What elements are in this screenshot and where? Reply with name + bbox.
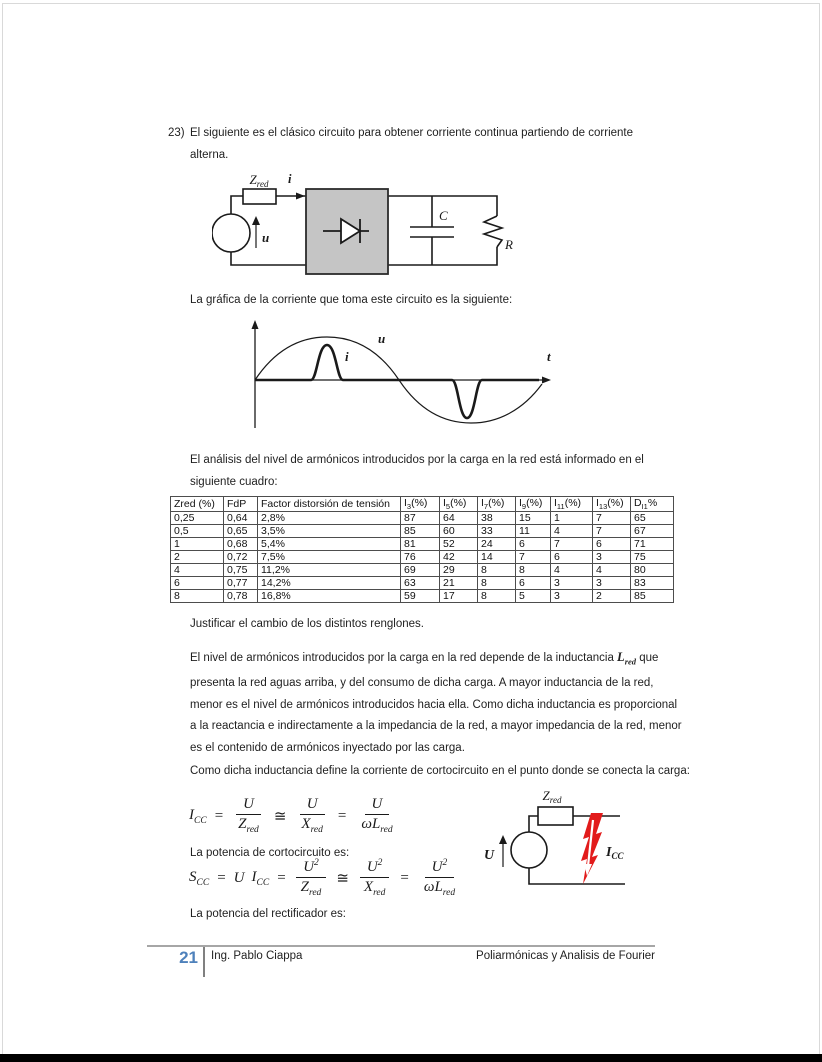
table-cell: 8 [478,564,516,577]
impedance-label: $Z_{red}$ [249,172,269,189]
column-header: $I_{11}(\%)$ [551,497,593,512]
table-cell: 7,5% [258,551,401,564]
table-cell: 0,78 [224,590,258,603]
time-axis-label: t [547,349,551,364]
table-cell: 3 [593,577,631,590]
scc-formula: $S_{CC}$ = U $I_{CC}$ = $\frac{U^2}{Z_{red}}$ ≅ $\frac{U^2}{X_{red}}$ = $\frac{U^2}{\omega L_{red}}$ [189,858,456,899]
inductance-text-after: que presenta la red aguas arriba, y del consumo de dicha carga. A mayor inductancia de la red, menor es el nivel de armónicos introducidos hacia ella. Como dicha inductancia es proporcional a la reactancia e indirectamente a la impedancia de la red, a mayor impedancia de la red, menor es el contenido de armónicos inyectado por las carga. [190,652,682,754]
harmonics-table [170,496,674,603]
table-cell: 71 [631,538,674,551]
table-row [171,564,674,577]
column-header: FdP [224,497,258,512]
table-cell: 8 [478,590,516,603]
table-cell: 6 [551,551,593,564]
table-cell: 0,5 [171,525,224,538]
bottom-black-bar [0,1054,822,1062]
lred-symbol: $L_{red}$ [617,650,637,667]
inductance-paragraph [190,647,684,759]
table-cell: 3 [551,577,593,590]
table-cell: 2 [171,551,224,564]
table-cell: 0,64 [224,512,258,525]
table-row [171,590,674,603]
table-cell: 76 [401,551,440,564]
table-cell: 69 [401,564,440,577]
footer-divider [147,945,655,947]
voltage-curve-label: u [378,331,386,346]
footer-author: Ing. Pablo Ciappa [211,950,303,962]
column-header: $I_{13}(\%)$ [593,497,631,512]
table-row [171,512,674,525]
shortcircuit-diagram [480,782,650,907]
table-cell: 3,5% [258,525,401,538]
impedance-box [243,189,276,204]
table-cell: 14,2% [258,577,401,590]
table-cell: 7 [593,525,631,538]
ac-source-icon [511,832,547,868]
table-cell: 24 [478,538,516,551]
harmonics-table-container [170,496,674,603]
problem-text: El siguiente es el clásico circuito para obtener corriente continua partiendo de corriente alterna. [190,127,634,161]
table-cell: 2,8% [258,512,401,525]
column-header: $D_{I1}\%$ [631,497,674,512]
table-cell: 5 [516,590,551,603]
table-row [171,551,674,564]
table-header-row [171,497,674,512]
table-body [171,512,674,603]
table-cell: 11,2% [258,564,401,577]
table-cell: 4 [551,564,593,577]
table-cell: 81 [401,538,440,551]
capacitor-icon [410,196,454,265]
table-cell: 11 [516,525,551,538]
table-cell: 15 [516,512,551,525]
inductance-text-before: El nivel de armónicos introducidos por la carga en la red depende de la inductancia [190,652,618,664]
table-cell: 7 [516,551,551,564]
table-cell: 6 [516,577,551,590]
column-header: $I_5(\%)$ [440,497,478,512]
table-cell: 4 [551,525,593,538]
table-row [171,525,674,538]
table-cell: 38 [478,512,516,525]
voltage-label: U [484,848,495,863]
table-cell: 83 [631,577,674,590]
table-cell: 0,68 [224,538,258,551]
table-cell: 21 [440,577,478,590]
footer-doc-title: Poliarmónicas y Analisis de Fourier [476,950,655,962]
table-cell: 3 [593,551,631,564]
table-cell: 6 [171,577,224,590]
table-cell: 64 [440,512,478,525]
table-intro-text: El análisis del nivel de armónicos introducidos por la carga en la red está informado en el siguiente cuadro: [190,454,644,488]
table-row [171,538,674,551]
resistor-label: R [505,237,513,252]
waveform-caption: La gráfica de la corriente que toma este circuito es la siguiente: [190,294,513,306]
column-header: Zred (%) [171,497,224,512]
table-cell: 33 [478,525,516,538]
table-cell: 1 [171,538,224,551]
table-cell: 85 [401,525,440,538]
rectifier-circuit-diagram [212,168,522,286]
table-cell: 42 [440,551,478,564]
table-cell: 8 [478,577,516,590]
column-header: $I_3(\%)$ [401,497,440,512]
current-label: i [288,172,292,186]
table-cell: 2 [593,590,631,603]
table-cell: 14 [478,551,516,564]
table-cell: 67 [631,525,674,538]
current-arrow-icon [296,193,305,200]
current-curve-label: i [345,349,349,364]
table-cell: 0,75 [224,564,258,577]
resistor-icon [484,216,502,247]
ac-source-icon [212,214,250,252]
current-curve [255,345,539,418]
table-cell: 8 [516,564,551,577]
table-cell: 7 [551,538,593,551]
column-header: Factor distorsión de tensión [258,497,401,512]
justify-instruction: Justificar el cambio de los distintos renglones. [190,618,424,630]
table-cell: 29 [440,564,478,577]
table-cell: 3 [551,590,593,603]
voltage-arrow-icon [252,216,260,225]
power-sc-caption: La potencia de cortocircuito es: [190,847,350,859]
table-cell: 6 [516,538,551,551]
table-cell: 1 [551,512,593,525]
x-axis-arrow-icon [542,377,551,384]
waveform-chart [245,316,565,438]
voltage-label: u [262,230,270,245]
table-cell: 0,77 [224,577,258,590]
problem-number: 23) [168,127,185,139]
page-number: 21 [179,948,198,967]
table-cell: 59 [401,590,440,603]
column-header: $I_7(\%)$ [478,497,516,512]
table-cell: 52 [440,538,478,551]
table-cell: 17 [440,590,478,603]
table-cell: 0,25 [171,512,224,525]
table-cell: 16,8% [258,590,401,603]
impedance-label: $Z_{red}$ [542,788,562,805]
table-cell: 87 [401,512,440,525]
capacitor-label: C [439,208,448,223]
axes [255,324,545,428]
table-cell: 7 [593,512,631,525]
impedance-box [538,807,573,825]
table-cell: 0,65 [224,525,258,538]
table-cell: 6 [593,538,631,551]
column-header: $I_9(\%)$ [516,497,551,512]
table-cell: 4 [171,564,224,577]
voltage-arrow-icon [499,835,507,844]
table-cell: 60 [440,525,478,538]
table-cell: 63 [401,577,440,590]
shortcircuit-paragraph: Como dicha inductancia define la corriente de cortocircuito en el punto donde se conecta la carga: [190,765,690,777]
power-rect-caption: La potencia del rectificador es: [190,908,346,920]
table-cell: 75 [631,551,674,564]
table-cell: 80 [631,564,674,577]
table-row [171,577,674,590]
table-cell: 4 [593,564,631,577]
y-axis-arrow-icon [252,320,259,329]
icc-formula: $I_{CC}$ = $\frac{U}{Z_{red}}$ ≅ $\frac{U}{X_{red}}$ = $\frac{U}{\omega L_{red}}$ [189,796,393,836]
table-cell: 0,72 [224,551,258,564]
problem-item [168,123,680,166]
table-cell: 85 [631,590,674,603]
table-cell: 5,4% [258,538,401,551]
icc-label: $I_{CC}$ [606,845,624,861]
table-cell: 8 [171,590,224,603]
table-cell: 65 [631,512,674,525]
